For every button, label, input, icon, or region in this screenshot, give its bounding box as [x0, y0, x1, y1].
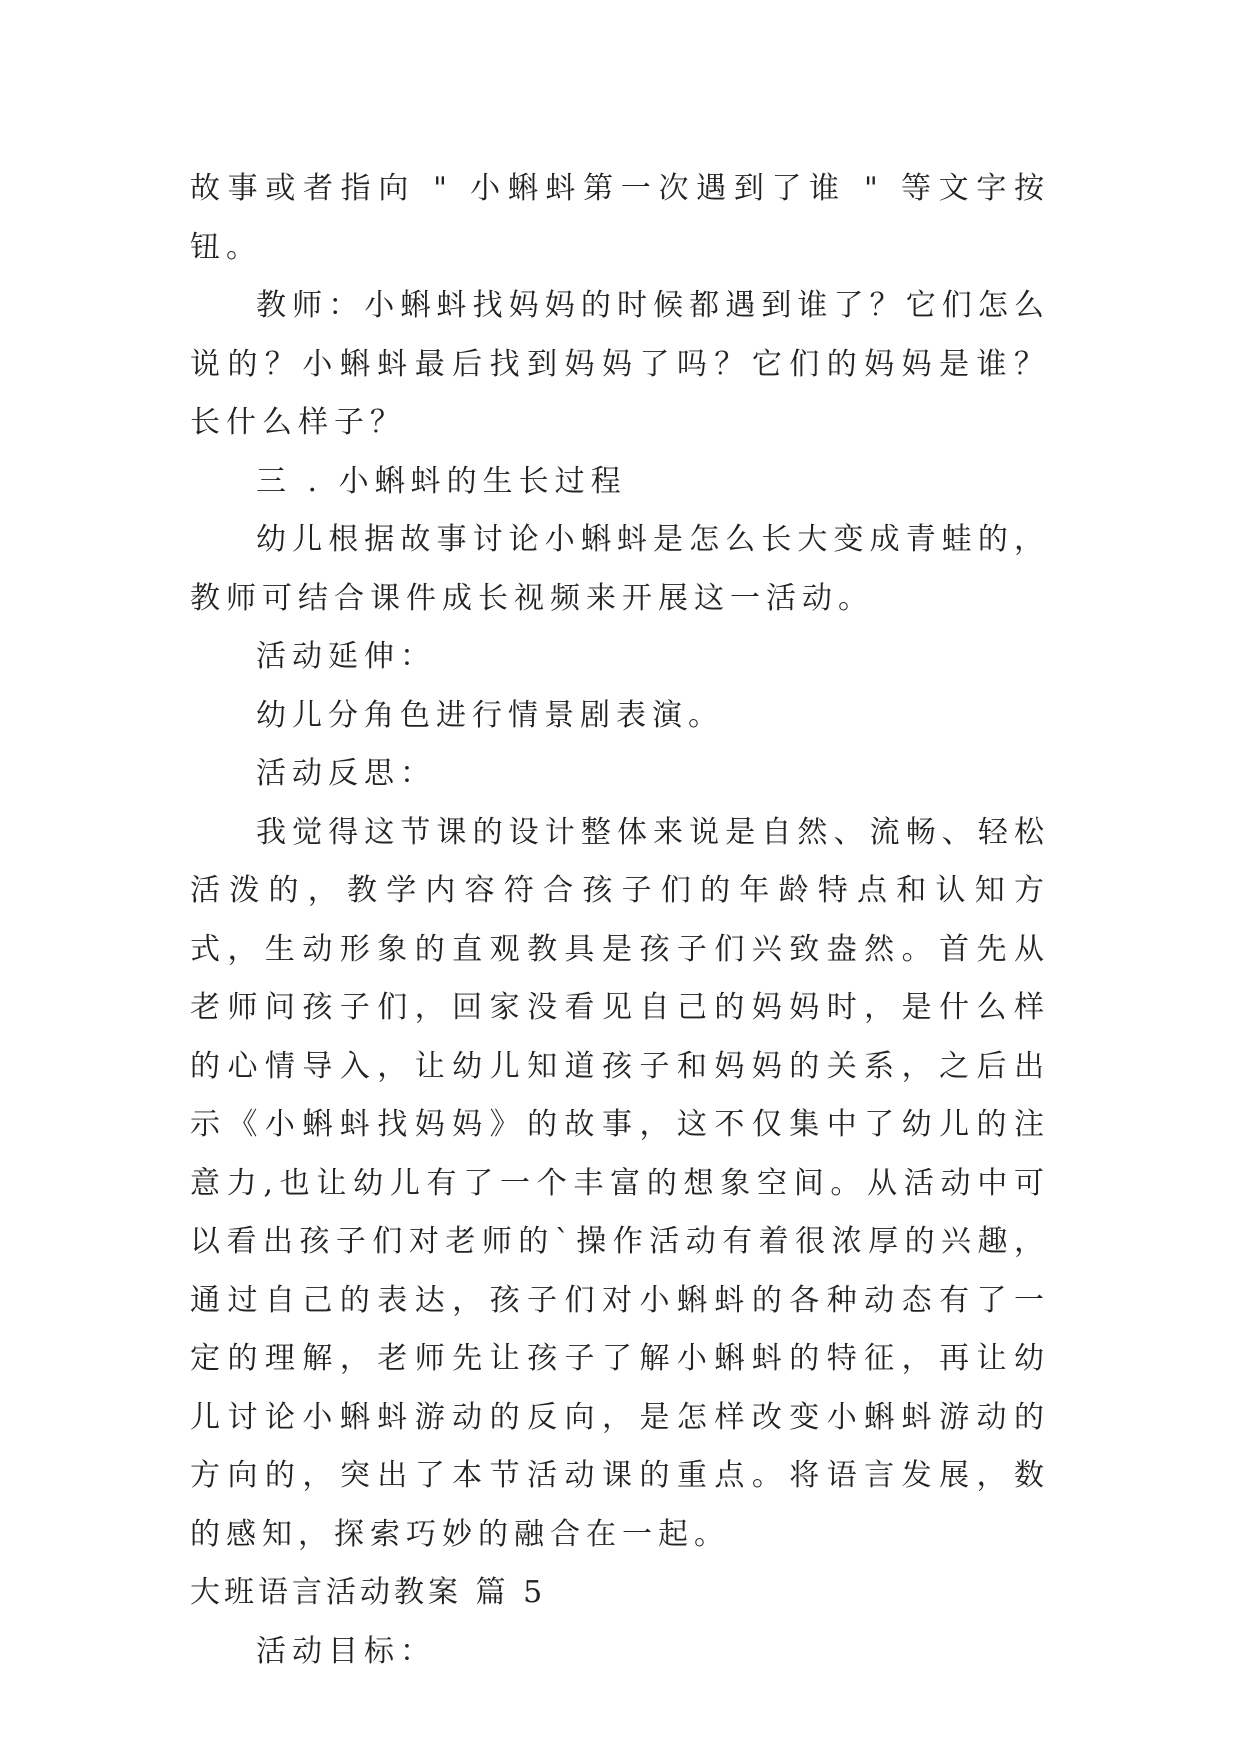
paragraph-intro: 故事或者指向 " 小蝌蚪第一次遇到了谁 " 等文字按钮。: [190, 171, 1050, 265]
document-body: [190, 160, 1050, 1681]
paragraph-extension-body: 幼儿分角色进行情景剧表演。: [256, 697, 724, 733]
paragraph-reflection-body: 我觉得这节课的设计整体来说是自然、流畅、轻松活泼的，教学内容符合孩子们的年龄特点和认知方式，生动形象的直观教具是孩子们兴致盎然。首先从老师问孩子们，回家没看见自己的妈妈时，是什么样的心情导入，让幼儿知道孩子和妈妈的关系，之后出示《小蝌蚪找妈妈》的故事，这不仅集中了幼儿的注意力,也让幼儿有了一个丰富的想象空间。从活动中可以看出孩子们对老师的`操作活动有着很浓厚的兴趣，通过自己的表达，孩子们对小蝌蚪的各种动态有了一定的理解，老师先让孩子了解小蝌蚪的特征，再让幼儿讨论小蝌蚪游动的反向，是怎样改变小蝌蚪游动的方向的，突出了本节活动课的重点。将语言发展，数的感知，探索巧妙的融合在一起。: [190, 814, 1050, 1552]
paragraph-activity-goals: 活动目标：: [256, 1633, 436, 1669]
paragraph-teacher-questions: 教师：小蝌蚪找妈妈的时候都遇到谁了？它们怎么说的？小蝌蚪最后找到妈妈了吗？它们的妈妈是谁？长什么样子？: [190, 288, 1050, 440]
paragraph-reflection-title: 活动反思：: [256, 756, 436, 791]
paragraph-growth-discussion: 幼儿根据故事讨论小蝌蚪是怎么长大变成青蛙的，教师可结合课件成长视频来开展这一活动。: [190, 522, 1050, 616]
section-heading: 大班语言活动教案 篇 5: [190, 1575, 547, 1610]
paragraph-section-three: 三 . 小蝌蚪的生长过程: [256, 463, 627, 499]
paragraph-extension-title: 活动延伸：: [256, 639, 436, 674]
